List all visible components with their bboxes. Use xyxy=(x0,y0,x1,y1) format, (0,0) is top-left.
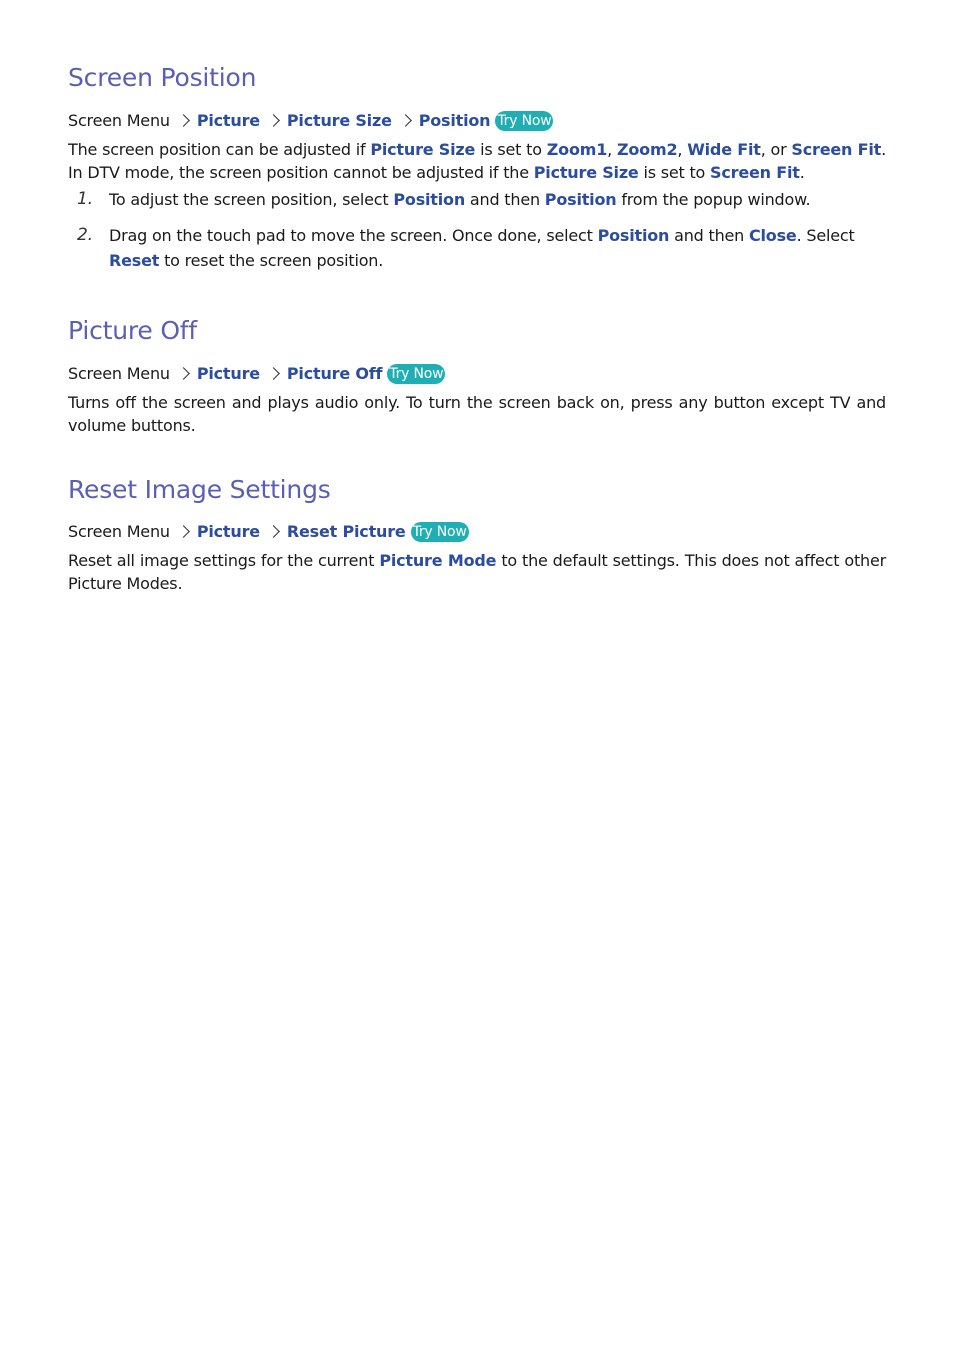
breadcrumb-root: Screen Menu xyxy=(68,522,170,541)
breadcrumb-item-picture-off[interactable]: Picture Off xyxy=(286,364,383,383)
section-picture-off xyxy=(68,316,886,437)
breadcrumb-item-position[interactable]: Position xyxy=(418,111,491,130)
section-paragraph xyxy=(68,549,886,595)
breadcrumb-item-picture-size[interactable]: Picture Size xyxy=(286,111,392,130)
keyword: Reset xyxy=(109,251,160,270)
text-run: Turns off the screen and plays audio only. To turn the screen back on, press any button except TV and volume buttons. xyxy=(68,393,886,435)
text-run: , or xyxy=(760,140,792,159)
keyword: Picture Mode xyxy=(379,551,497,570)
chevron-right-icon xyxy=(267,525,280,538)
section-paragraph xyxy=(68,391,886,437)
keyword: Close xyxy=(748,226,797,245)
keyword: Zoom1 xyxy=(546,140,608,159)
breadcrumb xyxy=(68,363,886,385)
breadcrumb-root: Screen Menu xyxy=(68,364,170,383)
section-title: Reset Image Settings xyxy=(68,475,331,504)
breadcrumb-item-reset-picture[interactable]: Reset Picture xyxy=(286,522,406,541)
breadcrumb-item-picture[interactable]: Picture xyxy=(196,364,260,383)
chevron-right-icon xyxy=(267,367,280,380)
chevron-right-icon xyxy=(177,525,190,538)
steps-list xyxy=(68,187,886,273)
text-run: is set to xyxy=(475,140,547,159)
text-run: , xyxy=(677,140,688,159)
try-now-button[interactable]: Try Now xyxy=(389,366,444,382)
chevron-right-icon xyxy=(177,367,190,380)
text-run: to the default settings. This does not affect other Picture Modes. xyxy=(68,551,886,593)
section-reset-image-settings xyxy=(68,475,886,595)
section-title: Screen Position xyxy=(68,63,257,92)
section-title: Picture Off xyxy=(68,316,198,345)
step-number: 2. xyxy=(77,225,93,245)
try-now-button[interactable]: Try Now xyxy=(412,524,467,540)
keyword: Position xyxy=(597,226,670,245)
chevron-right-icon xyxy=(399,114,412,127)
text-run: from the popup window. xyxy=(616,190,811,209)
text-run: Reset all image settings for the current xyxy=(68,551,380,570)
chevron-right-icon xyxy=(177,114,190,127)
breadcrumb xyxy=(68,521,886,543)
keyword: Screen Fit xyxy=(791,140,882,159)
step-item xyxy=(68,187,886,212)
keyword: Position xyxy=(544,190,617,209)
step-number: 1. xyxy=(77,189,93,209)
section-paragraph xyxy=(68,138,886,184)
text-run: To adjust the screen position, select xyxy=(109,190,394,209)
text-run: Drag on the touch pad to move the screen. Once done, select xyxy=(109,226,598,245)
breadcrumb-item-picture[interactable]: Picture xyxy=(196,111,260,130)
text-run: . In DTV mode, the screen position cannot be adjusted if the xyxy=(68,140,886,182)
breadcrumb-item-picture[interactable]: Picture xyxy=(196,522,260,541)
try-now-button[interactable]: Try Now xyxy=(497,113,552,129)
breadcrumb xyxy=(68,110,886,132)
keyword: Wide Fit xyxy=(687,140,761,159)
text-run: . xyxy=(799,163,805,182)
keyword: Zoom2 xyxy=(616,140,678,159)
text-run: is set to xyxy=(638,163,711,182)
keyword: Picture Size xyxy=(370,140,476,159)
step-item xyxy=(68,223,886,273)
text-run: and then xyxy=(465,190,545,209)
keyword: Screen Fit xyxy=(710,163,800,182)
chevron-right-icon xyxy=(267,114,280,127)
section-screen-position xyxy=(68,63,886,273)
text-run: to reset the screen position. xyxy=(159,251,384,270)
text-run: and then xyxy=(669,226,749,245)
text-run: The screen position can be adjusted if xyxy=(68,140,371,159)
keyword: Position xyxy=(393,190,466,209)
text-run: , xyxy=(607,140,617,159)
text-run: . Select xyxy=(796,226,855,245)
keyword: Picture Size xyxy=(533,163,639,182)
breadcrumb-root: Screen Menu xyxy=(68,111,170,130)
